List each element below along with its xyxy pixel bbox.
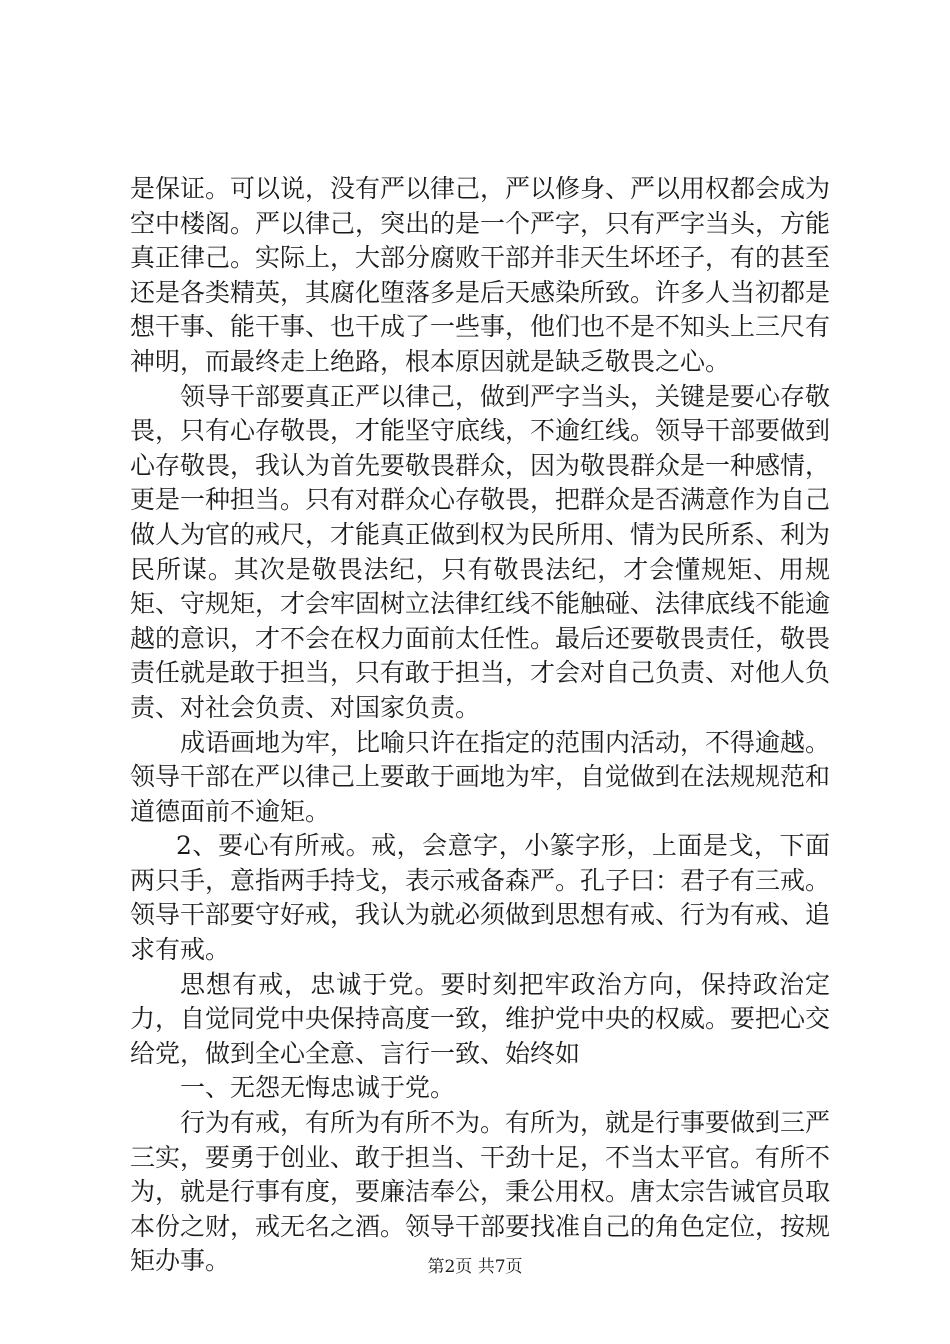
paragraph-continuation: 是保证。可以说，没有严以律己，严以修身、严以用权都会成为空中楼阁。严以律己，突出的是一个严字，只有严字当头，方能真正律己。实际上，大部分腐败干部并非天生坏坯子，有的甚至还是各类精英，其腐化堕落多是后天感染所致。许多人当初都是想干事、能干事、也干成了一些事，他们也不是不知头上三尺有神明，而最终走上绝路，根本原因就是缺乏敬畏之心。 [130, 174, 831, 376]
paragraph-section-2: 2、要心有所戒。戒，会意字，小篆字形，上面是戈，下面两只手，意指两手持戈，表示戒备森严。孔子曰：君子有三戒。领导干部要守好戒，我认为就必须做到思想有戒、行为有戒、追求有戒。 [130, 831, 831, 965]
paragraph-thought-discipline: 思想有戒，忠诚于党。要时刻把牢政治方向，保持政治定力，自觉同党中央保持高度一致，维护党中央的权威。要把心交给党，做到全心全意、言行一致、始终如 [130, 969, 831, 1068]
page-number-footer: 第2页 共7页 [427, 1257, 523, 1277]
body-text [130, 172, 830, 1279]
paragraph-reverence: 领导干部要真正严以律己，做到严字当头，关键是要心存敬畏，只有心存敬畏，才能坚守底线，不逾红线。领导干部要做到心存敬畏，我认为首先要敬畏群众，因为敬畏群众是一种感情，更是一种担当。只有对群众心存敬畏，把群众是否满意作为自己做人为官的戒尺，才能真正做到权为民所用、情为民所系、利为民所谋。其次是敬畏法纪，只有敬畏法纪，才会懂规矩、用规矩、守规矩，才会牢固树立法律红线不能触碰、法律底线不能逾越的意识，才不会在权力面前太任性。最后还要敬畏责任，敬畏责任就是敢于担当，只有敢于担当，才会对自己负责、对他人负责、对社会负责、对国家负责。 [130, 381, 831, 722]
paragraph-conduct-discipline: 行为有戒，有所为有所不为。有所为，就是行事要做到三严三实，要勇于创业、敢于担当、干劲十足，不当太平官。有所不为，就是行事有度，要廉洁奉公，秉公用权。唐太宗告诫官员取本份之财，戒无名之酒。领导干部要找准自己的角色定位，按规矩办事。 [130, 1108, 831, 1276]
paragraph-loyalty-line: 一、无怨无悔忠诚于党。 [180, 1073, 456, 1103]
paragraph-idiom: 成语画地为牢，比喻只许在指定的范围内活动，不得逾越。领导干部在严以律己上要敢于画地为牢，自觉做到在法规规范和道德面前不逾矩。 [130, 727, 831, 826]
